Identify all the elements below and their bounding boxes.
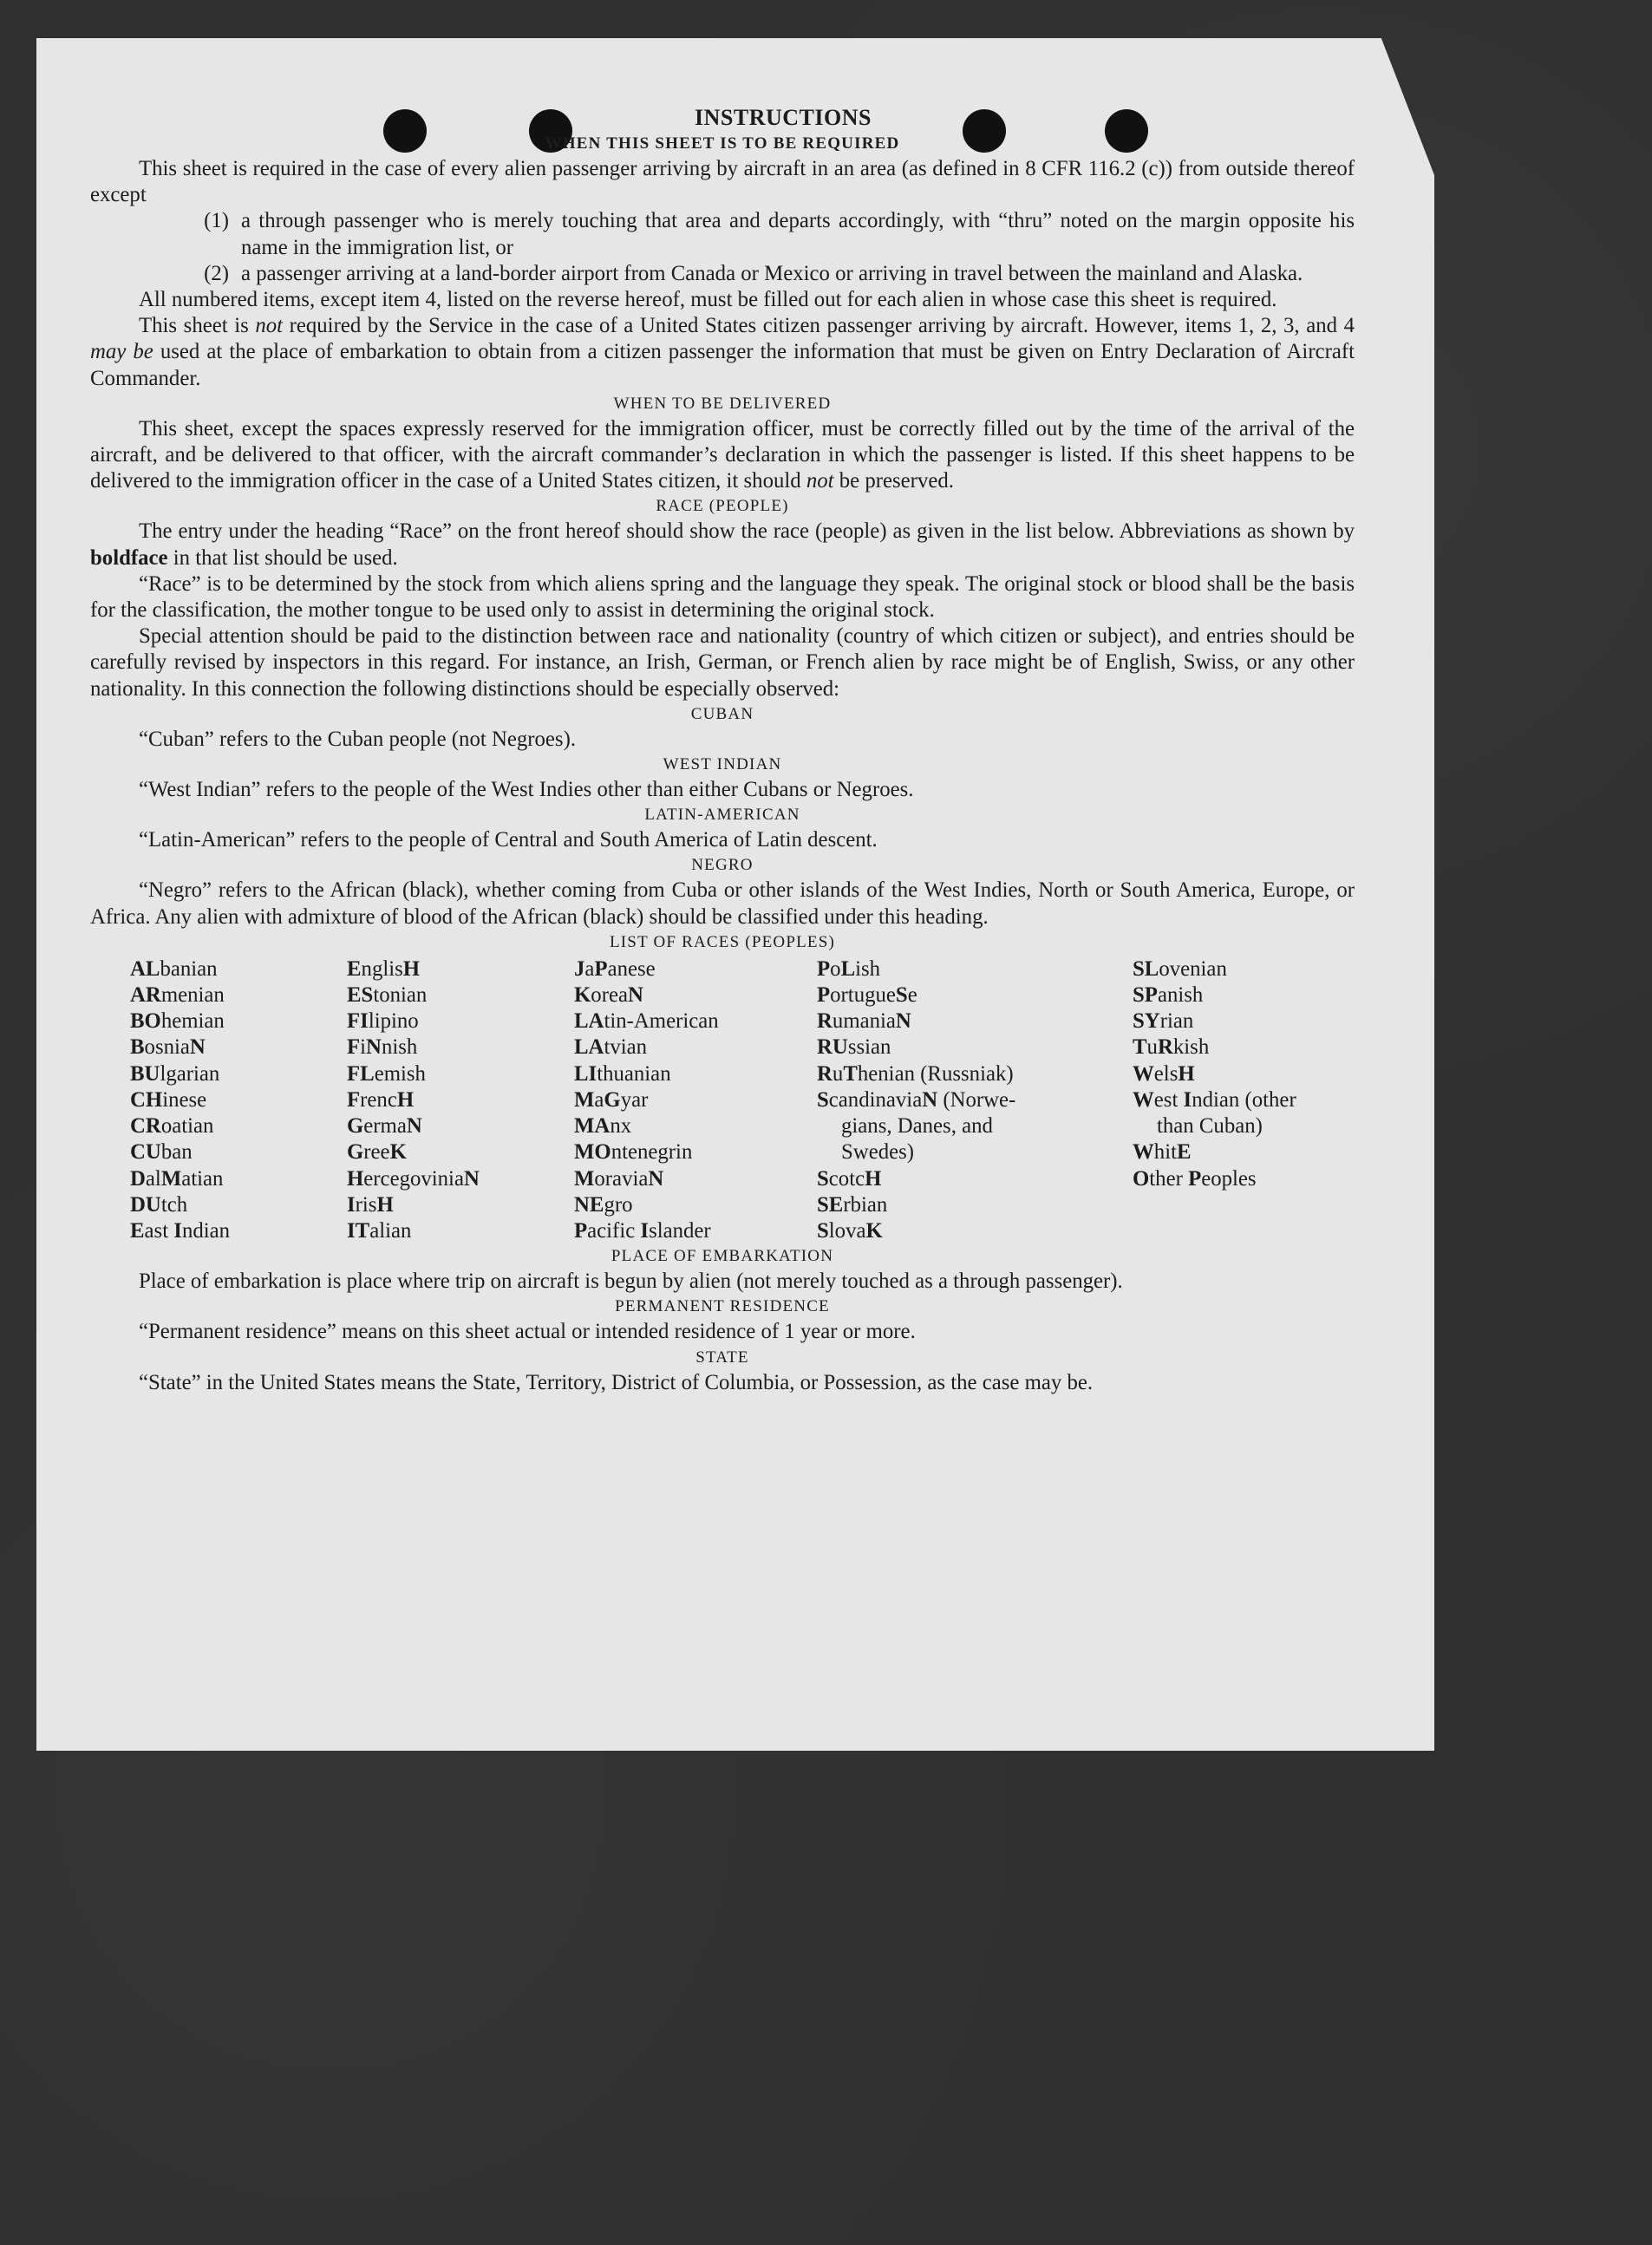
- race-entry: Swedes): [841, 1140, 915, 1165]
- paragraph: “State” in the United States means the State, Territory, District of Columbia, or Possession, as the case may be.: [139, 1370, 1094, 1394]
- paragraph: The entry under the heading “Race” on the front hereof should show the race (people) as given in the list below. Abbreviations as shown by boldface in that list should be used.: [90, 519, 1355, 570]
- numbered-item: [90, 261, 1355, 287]
- race-entry: SErbian: [817, 1192, 888, 1217]
- race-entry: BOhemian: [130, 1009, 225, 1034]
- document-title: INSTRUCTIONS: [695, 105, 872, 130]
- section-heading: PERMANENT RESIDENCE: [615, 1297, 830, 1316]
- section-heading: STATE: [695, 1348, 749, 1367]
- race-entry: TuRkish: [1133, 1035, 1210, 1060]
- race-entry: CHinese: [130, 1087, 207, 1112]
- race-entry: LIthuanian: [574, 1061, 671, 1086]
- numbered-item: [90, 208, 1355, 260]
- paragraph: This sheet is required in the case of every alien passenger arriving by aircraft in an area (as defined in 8 CFR 116.2 (c)) from outside thereof except: [90, 157, 1355, 207]
- race-entry: RuThenian (Russniak): [817, 1061, 1014, 1086]
- race-entry: IrisH: [347, 1192, 394, 1217]
- paragraph: “West Indian” refers to the people of the West Indies other than either Cubans or Negroes.: [139, 778, 914, 802]
- section-heading: LIST OF RACES (PEOPLES): [609, 932, 836, 951]
- race-entry: JaPanese: [574, 956, 656, 981]
- paragraph: “Negro” refers to the African (black), whether coming from Cuba or other islands of the West Indies, North or South America, Europe, or Africa. Any alien with admixture of blood of the African (black) should be classified under this heading.: [90, 878, 1355, 929]
- paragraph: “Cuban” refers to the Cuban people (not Negroes).: [139, 727, 577, 751]
- race-entry: ScandinaviaN (Norwe-: [817, 1087, 1016, 1112]
- race-entry: SlovaK: [817, 1218, 883, 1243]
- race-entry: EnglisH: [347, 956, 421, 981]
- race-entry: KoreaN: [574, 983, 643, 1008]
- paragraph: This sheet, except the spaces expressly reserved for the immigration officer, must be correctly filled out by the time of the arrival of the aircraft, and be delivered to that officer, with the aircraft commander’s declaration in which the passenger is listed. If this sheet happens to be delivered to the immigration officer in the case of a United States citizen, it should not be preserved.: [90, 416, 1355, 493]
- section-heading: PLACE OF EMBARKATION: [611, 1247, 834, 1266]
- race-column: [347, 956, 574, 1244]
- race-entry: GermaN: [347, 1114, 422, 1139]
- race-entry: East Indian: [130, 1218, 231, 1243]
- section-heading: WHEN THIS SHEET IS TO BE REQUIRED: [545, 134, 900, 153]
- race-entry: CRoatian: [130, 1114, 214, 1139]
- race-entry: Other Peoples: [1133, 1166, 1257, 1191]
- race-entry: Pacific Islander: [574, 1218, 711, 1243]
- paragraph: This sheet is not required by the Service in the case of a United States citizen passenger arriving by aircraft. However, items 1, 2, 3, and 4 may be used at the place of embarkation to obtain from a citizen passenger the information that must be given on Entry Declaration of Aircraft Commander.: [90, 314, 1355, 390]
- race-entry: SPanish: [1133, 983, 1204, 1008]
- item-text: a through passenger who is merely touching that area and departs accordingly, with “thru” noted on the margin opposite his name in the immigration list, or: [241, 209, 1355, 259]
- section-heading: WHEN TO BE DELIVERED: [613, 394, 832, 413]
- race-entry: DUtch: [130, 1192, 188, 1217]
- race-entry: BosniaN: [130, 1035, 206, 1060]
- race-entry: MAnx: [574, 1114, 632, 1139]
- race-entry: EStonian: [347, 983, 428, 1008]
- section-heading: CUBAN: [690, 704, 754, 723]
- item-number: (1): [204, 209, 229, 233]
- race-entry: West Indian (other: [1133, 1087, 1296, 1112]
- race-entry: CUban: [130, 1140, 193, 1165]
- race-column: [817, 956, 1133, 1244]
- race-entry: than Cuban): [1157, 1114, 1263, 1139]
- race-entry: FrencH: [347, 1087, 415, 1112]
- race-entry: RumaniaN: [817, 1009, 911, 1034]
- section-heading: RACE (PEOPLE): [656, 497, 789, 516]
- race-column: [574, 956, 817, 1244]
- race-entry: RUssian: [817, 1035, 891, 1060]
- race-list: [130, 956, 1355, 1244]
- race-entry: FiNnish: [347, 1035, 418, 1060]
- race-entry: DalMatian: [130, 1166, 224, 1191]
- race-entry: FLemish: [347, 1061, 426, 1086]
- race-entry: SYrian: [1133, 1009, 1194, 1034]
- race-entry: LAtvian: [574, 1035, 648, 1060]
- race-column: [130, 956, 347, 1244]
- race-entry: MOntenegrin: [574, 1140, 693, 1165]
- race-entry: WhitE: [1133, 1140, 1192, 1165]
- race-column: [1133, 956, 1358, 1244]
- paragraph: Place of embarkation is place where trip on aircraft is begun by alien (not merely touched as a through passenger).: [139, 1269, 1123, 1294]
- document-content: [90, 104, 1355, 1396]
- race-entry: WelsH: [1133, 1061, 1195, 1086]
- race-entry: GreeK: [347, 1140, 407, 1165]
- race-entry: ARmenian: [130, 983, 225, 1008]
- paragraph: “Latin-American” refers to the people of Central and South America of Latin descent.: [139, 828, 878, 852]
- race-entry: FIlipino: [347, 1009, 419, 1034]
- race-entry: NEgro: [574, 1192, 633, 1217]
- race-entry: MaGyar: [574, 1087, 649, 1112]
- race-entry: SLovenian: [1133, 956, 1227, 981]
- paragraph: “Permanent residence” means on this sheet actual or intended residence of 1 year or more.: [139, 1320, 916, 1344]
- race-entry: HercegoviniaN: [347, 1166, 480, 1191]
- race-entry: LAtin-American: [574, 1009, 719, 1034]
- paragraph: All numbered items, except item 4, listed on the reverse hereof, must be filled out for each alien in whose case this sheet is required.: [139, 288, 1277, 312]
- race-entry: ALbanian: [130, 956, 218, 981]
- item-text: a passenger arriving at a land-border airport from Canada or Mexico or arriving in travel between the mainland and Alaska.: [241, 261, 1303, 285]
- section-heading: NEGRO: [691, 856, 754, 875]
- race-entry: ScotcH: [817, 1166, 882, 1191]
- item-number: (2): [204, 261, 229, 285]
- paragraph: “Race” is to be determined by the stock from which aliens spring and the language they speak. The original stock or blood shall be the basis for the classification, the mother tongue to be used only to assist in determining the original stock.: [90, 571, 1355, 623]
- race-entry: PoLish: [817, 956, 881, 981]
- race-entry: MoraviaN: [574, 1166, 664, 1191]
- race-entry: ITalian: [347, 1218, 412, 1243]
- race-entry: PortugueSe: [817, 983, 917, 1008]
- section-heading: LATIN-AMERICAN: [644, 806, 800, 825]
- paragraph: Special attention should be paid to the distinction between race and nationality (country of which citizen or subject), and entries should be carefully revised by inspectors in this regard. For instance, an Irish, German, or French alien by race might be of English, Swiss, or any other nationality. In this connection the following distinctions should be especially observed:: [90, 624, 1355, 701]
- race-entry: gians, Danes, and: [841, 1114, 993, 1139]
- section-heading: WEST INDIAN: [663, 755, 782, 774]
- race-entry: BUlgarian: [130, 1061, 220, 1086]
